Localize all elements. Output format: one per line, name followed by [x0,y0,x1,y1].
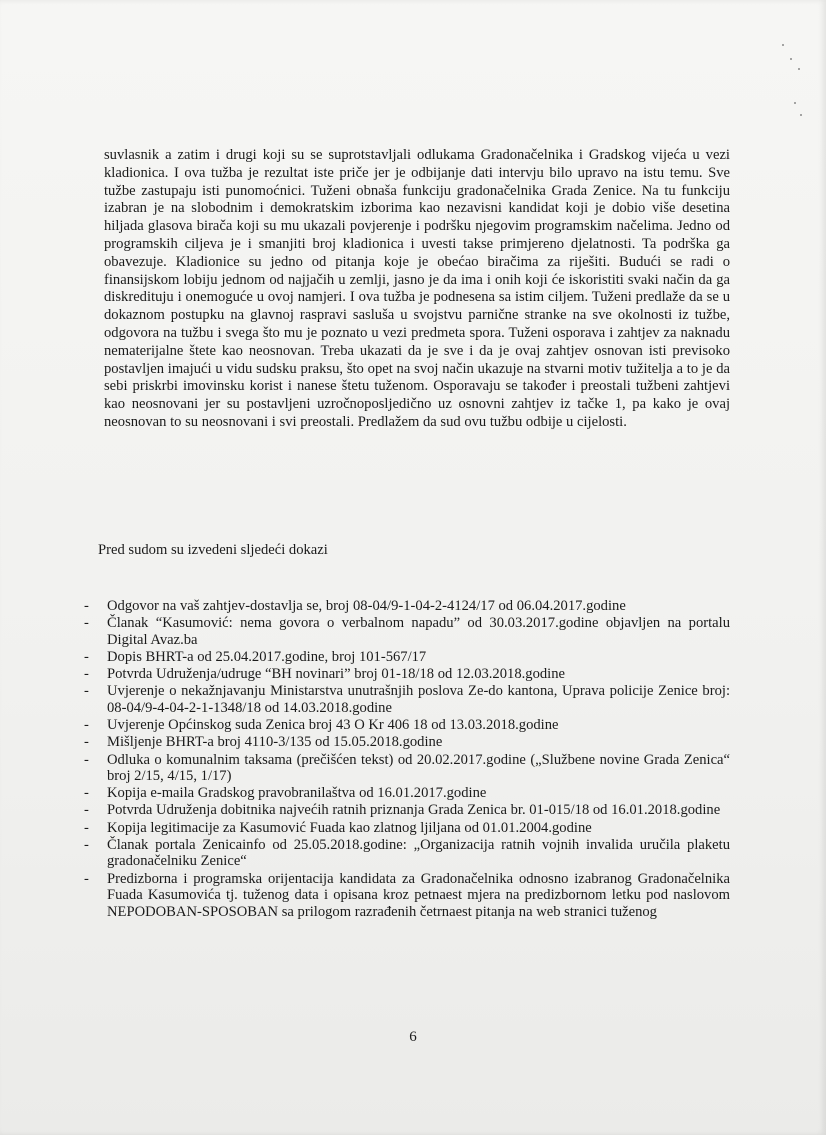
list-item: - Potvrda Udruženja dobitnika najvećih ratnih priznanja Grada Zenica br. 01-015/18 od 16.01.2018.godine [82,802,730,819]
evidence-intro: Pred sudom su izvedeni sljedeći dokazi [98,542,328,558]
scan-specks [776,40,806,130]
list-item: - Predizborna i programska orijentacija kandidata za Gradonačelnika odnosno izabranog Gradonačelnika Fuada Kasumovića tj. tuženog data i opisana kroz petnaest mjera na predizbornom letku pod naslovom NEPODOBAN-SPOSOBAN sa prilogom razrađenih četrnaest pitanja na web stranici tuženog [82,871,730,921]
speck [800,114,802,116]
body-paragraph: suvlasnik a zatim i drugi koji su se suprotstavljali odlukama Gradonačelnika i Gradskog vijeća u vezi kladionica. I ova tužba je rezultat iste priče jer je odbijanje dati intervju bilo upravo na istu temu. Sve tužbe zastupaju isti punomoćnici. Tuženi obnaša funkciju gradonačelnika Grada Zenice. Na tu funkciju izabran je na slobodnim i demokratskim izborima kao nezavisni kandidat koji je dobio više desetina hiljada glasova birača koji su mu ukazali povjerenje i podršku njegovim programskim načelima. Jedno od programskih ciljeva je i smanjiti broj kladionica i uvesti takse primjereno djelatnosti. Ta podrška ga obavezuje. Kladionice su jedno od pitanja koje je obećao biračima za riješiti. Budući se radi o finansijskom lobiju jednom od najjačih u zemlji, jasno je da ima i onih koji će iskoristiti svaki način da ga diskredituju i onemoguće u ovoj namjeri. I ova tužba je podnesena sa istim ciljem. Tuženi predlaže da se u dokaznom postupku na glavnoj raspravi sasluša u svojstvu parnične stranke na sve okolnosti iz tužbe, odgovora na tužbu i svega što mu je poznato u vezi predmeta spora. Tuženi osporava i zahtjev za naknadu nematerijalne štete kao neosnovan. Treba ukazati da je sve i da je ovaj zahtjev osnovan isti previsoko postavljen imajući u vidu sudsku praksu, što opet na svoj način ukazuje na stvarni motiv tužitelja a to je da sebi priskrbi imovinsku korist i nanese štetu tuženom. Osporavaju se također i preostali tužbeni zahtjevi kao neosnovani jer su postavljeni uzročnoposljedično uz osnovni zahtjev iz tačke 1, pa kako je ovaj neosnovan to su neosnovani i svi preostali. Predlažem da sud ovu tužbu odbije u cijelosti. [104,147,730,430]
speck [798,68,800,70]
list-item: - Članak portala Zenicainfo od 25.05.2018.godine: „Organizacija ratnih vojnih invalida uručila plaketu gradonačelniku Zenice“ [82,837,730,870]
list-item: - Odgovor na vaš zahtjev-dostavlja se, broj 08-04/9-1-04-2-4124/17 od 06.04.2017.godine [82,598,730,615]
speck [782,44,784,46]
page-number: 6 [409,1029,417,1045]
list-item: - Mišljenje BHRT-a broj 4110-3/135 od 15.05.2018.godine [82,734,730,751]
list-item: - Odluka o komunalnim taksama (prečišćen tekst) od 20.02.2017.godine („Službene novine Grada Zenica“ broj 2/15, 4/15, 1/17) [82,752,730,785]
speck [794,102,796,104]
list-item: - Uvjerenje o nekažnjavanju Ministarstva unutrašnjih poslova Ze-do kantona, Uprava policije Zenice broj: 08-04/9-4-04-2-1-1348/18 od 14.03.2018.godine [82,683,730,716]
list-item: - Potvrda Udruženja/udruge “BH novinari” broj 01-18/18 od 12.03.2018.godine [82,666,730,683]
list-item: - Uvjerenje Općinskog suda Zenica broj 43 O Kr 406 18 od 13.03.2018.godine [82,717,730,734]
list-item: - Dopis BHRT-a od 25.04.2017.godine, broj 101-567/17 [82,649,730,666]
list-item: - Članak “Kasumović: nema govora o verbalnom napadu” od 30.03.2017.godine objavljen na portalu Digital Avaz.ba [82,615,730,648]
evidence-list [82,598,730,921]
list-item: - Kopija legitimacije za Kasumović Fuada kao zlatnog ljiljana od 01.01.2004.godine [82,820,730,837]
list-item: - Kopija e-maila Gradskog pravobranilaštva od 16.01.2017.godine [82,785,730,802]
speck [790,58,792,60]
